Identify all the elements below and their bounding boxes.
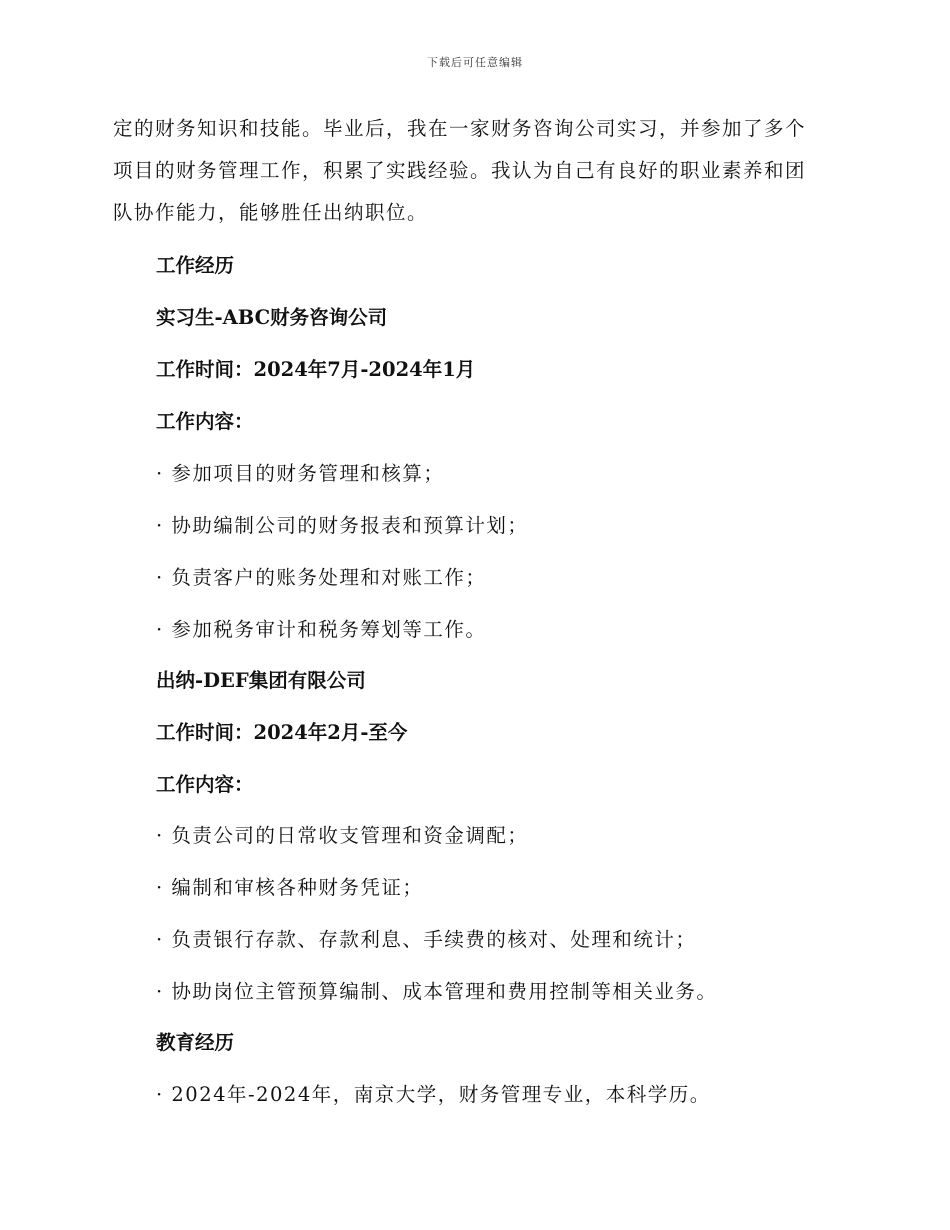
job-duty-item: · 参加项目的财务管理和核算； bbox=[156, 462, 445, 485]
page-header: 下载后可任意编辑 bbox=[427, 56, 523, 69]
education-heading: 教育经历 bbox=[156, 1031, 235, 1054]
intro-line: 定的财务知识和技能。毕业后，我在一家财务咨询公司实习，并参加了多个 bbox=[113, 117, 807, 140]
work-experience-heading: 工作经历 bbox=[156, 254, 235, 277]
job-duty-item: · 参加税务审计和税务筹划等工作。 bbox=[156, 618, 487, 641]
job-title: 出纳-DEF集团有限公司 bbox=[156, 669, 366, 692]
intro-paragraph bbox=[113, 108, 837, 234]
job-duty-item: · 协助岗位主管预算编制、成本管理和费用控制等相关业务。 bbox=[156, 980, 718, 1003]
job-duty-item: · 编制和审核各种财务凭证； bbox=[156, 876, 424, 899]
job-period: 工作时间：2024年2月-至今 bbox=[156, 721, 408, 744]
job-duty-item: · 负责客户的账务处理和对账工作； bbox=[156, 566, 487, 589]
job-content-label: 工作内容： bbox=[156, 410, 254, 433]
job-duty-item: · 协助编制公司的财务报表和预算计划； bbox=[156, 514, 529, 537]
education-item: · 2024年-2024年，南京大学，财务管理专业，本科学历。 bbox=[156, 1083, 711, 1106]
intro-line: 项目的财务管理工作，积累了实践经验。我认为自己有良好的职业素养和团 bbox=[113, 159, 807, 182]
job-period: 工作时间：2024年7月-2024年1月 bbox=[156, 358, 476, 381]
intro-line: 队协作能力，能够胜任出纳职位。 bbox=[113, 201, 429, 224]
job-duty-item: · 负责公司的日常收支管理和资金调配； bbox=[156, 824, 529, 847]
job-duty-item: · 负责银行存款、存款利息、手续费的核对、处理和统计； bbox=[156, 928, 697, 951]
job-content-label: 工作内容： bbox=[156, 773, 254, 796]
job-title: 实习生-ABC财务咨询公司 bbox=[156, 306, 388, 329]
